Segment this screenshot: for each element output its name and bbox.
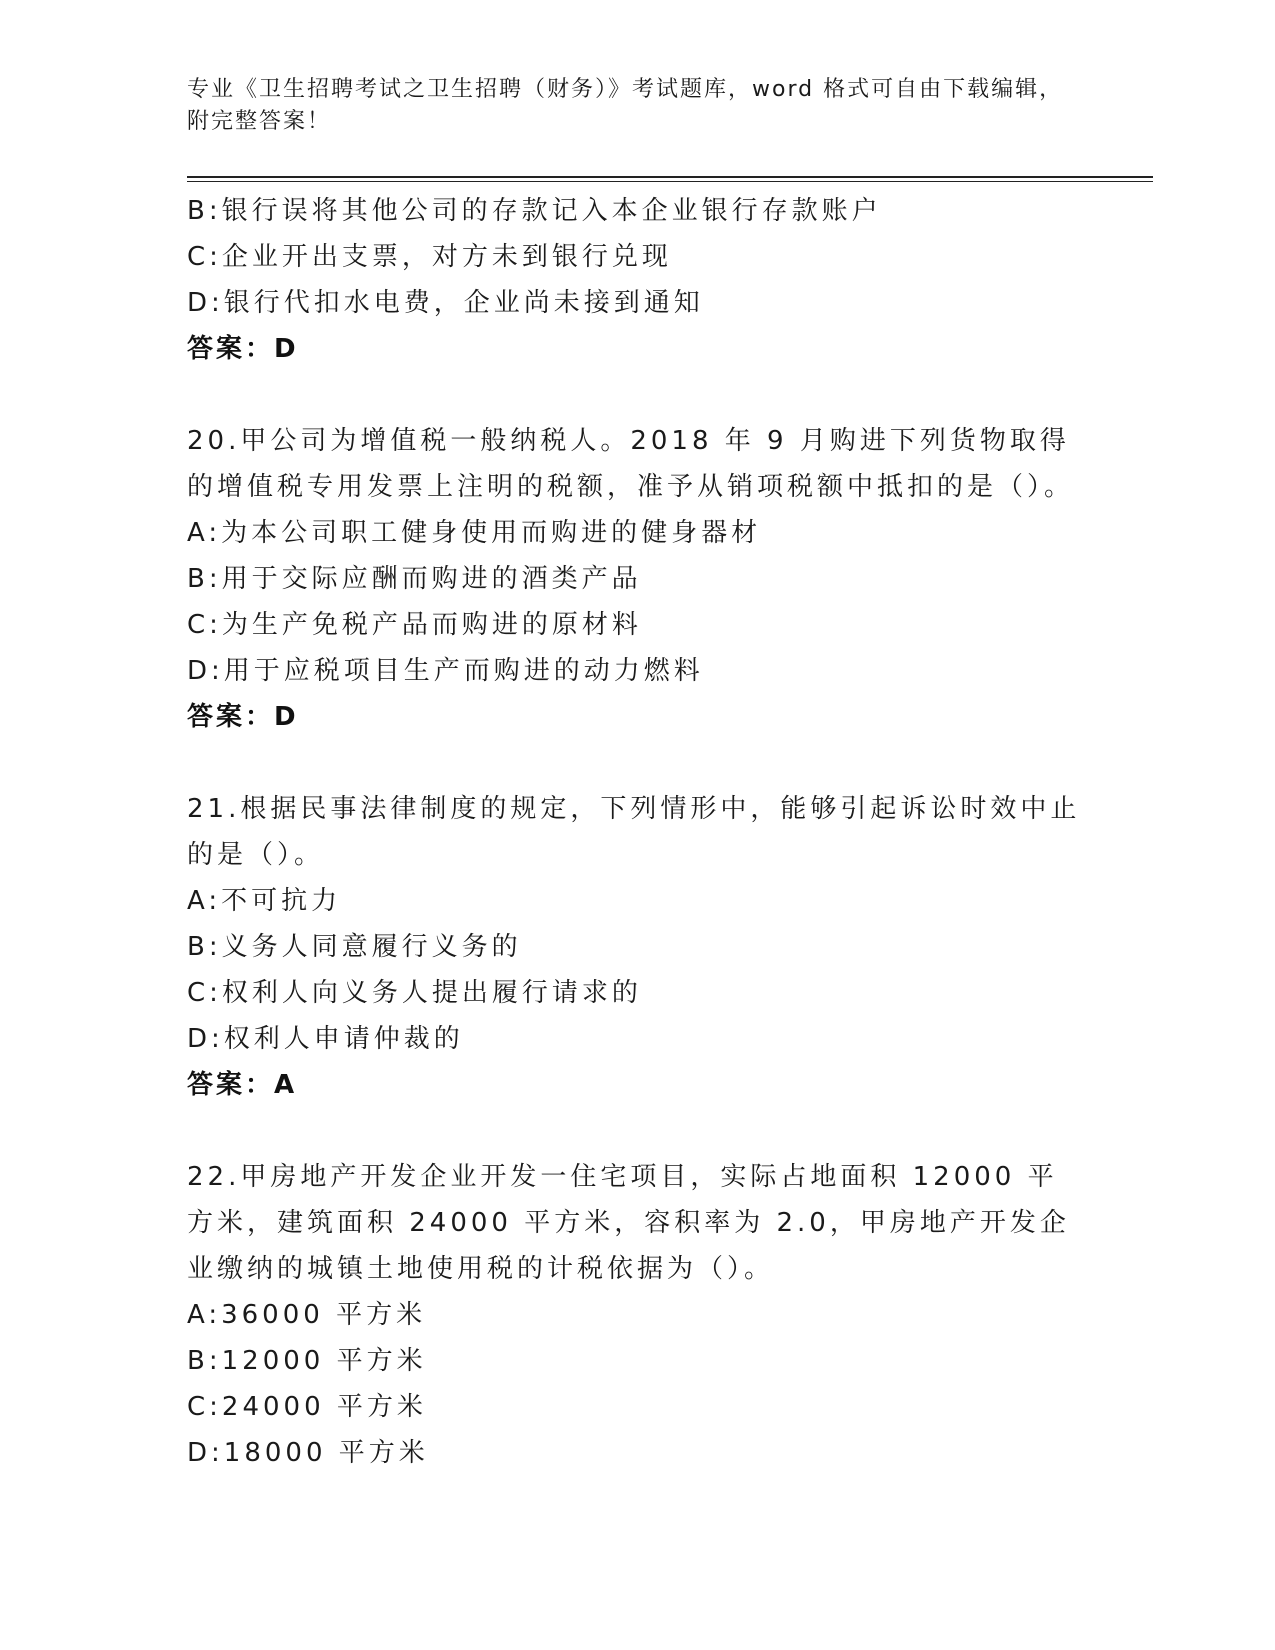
option-a (187, 1292, 1107, 1338)
question-block (187, 188, 1107, 372)
question-block (187, 786, 1107, 1108)
option-letter: C: (187, 978, 222, 1008)
option-text: 12000 平方米 (221, 1346, 427, 1376)
option-letter: B: (187, 932, 222, 962)
spacer (187, 740, 1107, 786)
answer-line: 答案：D (187, 334, 299, 364)
question-stem: 20.甲公司为增值税一般纳税人。2018 年 9 月购进下列货物取得的增值税专用发票上注明的税额，准予从销项税额中抵扣的是（）。 (187, 426, 1075, 502)
option-b (187, 188, 1107, 234)
option-letter: A: (187, 886, 222, 916)
option-b (187, 924, 1107, 970)
option-text: 企业开出支票，对方未到银行兑现 (221, 242, 672, 272)
option-text: 为生产免税产品而购进的原材料 (221, 610, 642, 640)
option-text: 24000 平方米 (221, 1392, 427, 1422)
document-header: 专业《卫生招聘考试之卫生招聘（财务）》考试题库，word 格式可自由下载编辑，附完整答案！ (187, 77, 1064, 134)
option-text: 36000 平方米 (221, 1300, 427, 1330)
option-letter: B: (187, 196, 222, 226)
header-divider (187, 176, 1153, 182)
option-text: 权利人申请仲裁的 (223, 1024, 464, 1054)
option-d (187, 1430, 1107, 1476)
option-d (187, 648, 1107, 694)
answer-line: 答案：A (187, 1070, 298, 1100)
option-text: 18000 平方米 (223, 1438, 429, 1468)
option-letter: C: (187, 1392, 222, 1422)
question-stem: 22.甲房地产开发企业开发一住宅项目，实际占地面积 12000 平方米，建筑面积 24000 平方米，容积率为 2.0，甲房地产开发企业缴纳的城镇土地使用税的计税依据为（）。 (187, 1162, 1070, 1284)
option-text: 用于交际应酬而购进的酒类产品 (221, 564, 642, 594)
question-stem: 21.根据民事法律制度的规定，下列情形中，能够引起诉讼时效中止的是（）。 (187, 794, 1081, 870)
question-block (187, 418, 1107, 740)
option-letter: D: (187, 288, 224, 318)
option-c (187, 234, 1107, 280)
option-text: 银行代扣水电费，企业尚未接到通知 (223, 288, 704, 318)
question-block (187, 1154, 1107, 1476)
option-b (187, 556, 1107, 602)
option-letter: D: (187, 1024, 224, 1054)
option-b (187, 1338, 1107, 1384)
option-letter: C: (187, 242, 222, 272)
option-text: 用于应税项目生产而购进的动力燃料 (223, 656, 704, 686)
option-letter: A: (187, 518, 222, 548)
option-text: 权利人向义务人提出履行请求的 (221, 978, 642, 1008)
option-a (187, 510, 1107, 556)
answer-line: 答案：D (187, 702, 299, 732)
option-letter: D: (187, 656, 224, 686)
option-c (187, 1384, 1107, 1430)
option-d (187, 1016, 1107, 1062)
option-text: 义务人同意履行义务的 (221, 932, 522, 962)
option-letter: A: (187, 1300, 222, 1330)
option-a (187, 878, 1107, 924)
option-text: 不可抗力 (221, 886, 342, 916)
option-letter: B: (187, 1346, 222, 1376)
question-list (187, 188, 1107, 1476)
option-text: 为本公司职工健身使用而购进的健身器材 (221, 518, 762, 548)
option-c (187, 602, 1107, 648)
option-letter: D: (187, 1438, 224, 1468)
spacer (187, 1108, 1107, 1154)
spacer (187, 372, 1107, 418)
option-letter: C: (187, 610, 222, 640)
option-letter: B: (187, 564, 222, 594)
option-d (187, 280, 1107, 326)
option-text: 银行误将其他公司的存款记入本企业银行存款账户 (221, 196, 882, 226)
option-c (187, 970, 1107, 1016)
